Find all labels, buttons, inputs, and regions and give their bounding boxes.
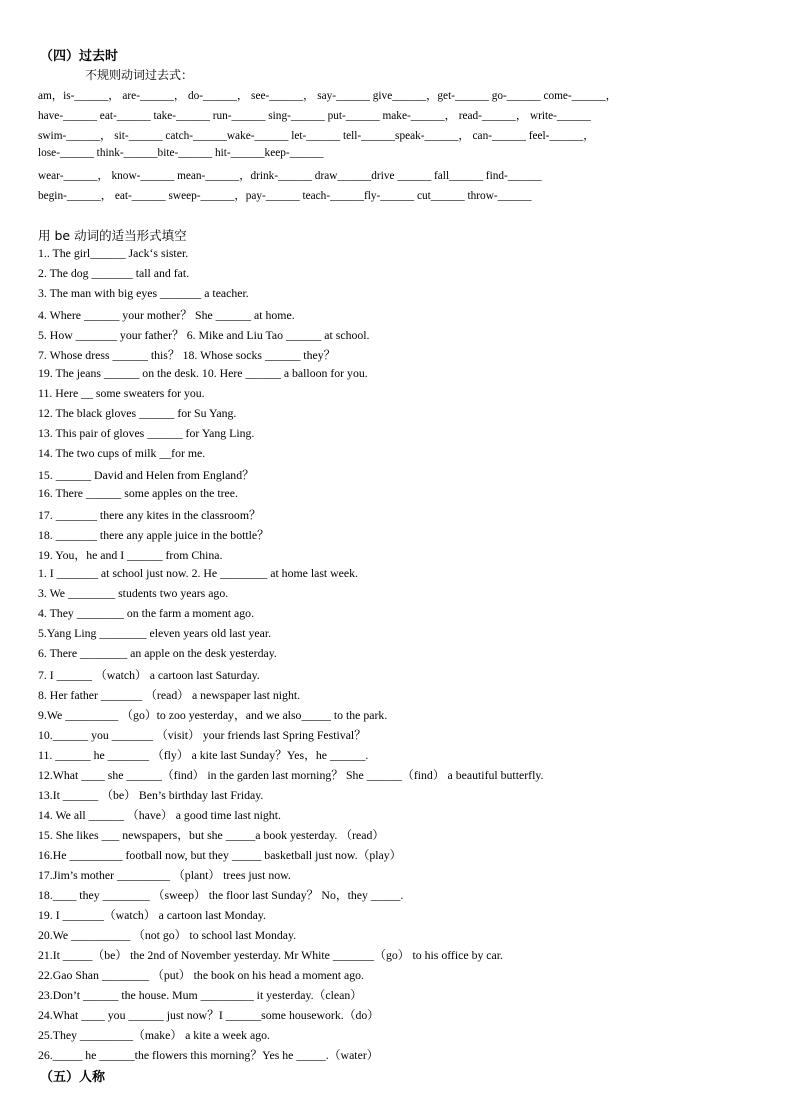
exercise-line: 7. I ______ （watch） a cartoon last Saturday. <box>38 668 260 682</box>
exercise-line: 18. _______ there any apple juice in the bottle？ <box>38 528 269 542</box>
exercise-line: 2. The dog _______ tall and fat. <box>38 266 190 280</box>
exercise-line: 24.What ____ you ______ just now？I ______some housework.（do） <box>38 1008 380 1022</box>
exercise-line: 25.They _________（make） a kite a week ago. <box>38 1028 270 1042</box>
exercise-line: 1.. The girl______ Jack‘s sister. <box>38 246 189 260</box>
exercise-line: 7. Whose dress ______ this？ 18. Whose socks ______ they？ <box>38 348 336 362</box>
exercise-line: 19. The jeans ______ on the desk. 10. Here ______ a balloon for you. <box>38 366 368 380</box>
exercise-line: 9.We _________ （go）to zoo yesterday，and we also_____ to the park. <box>38 708 388 722</box>
exercise-line: 13. This pair of gloves ______ for Yang Ling. <box>38 426 255 440</box>
exercise-line: 10.______ you _______ （visit） your friends last Spring Festival？ <box>38 728 367 742</box>
exercise-line: 19. I _______（watch） a cartoon last Monday. <box>38 908 266 922</box>
verb-line: lose-______ think-______bite-______ hit-______keep-______ <box>38 147 324 159</box>
exercise-line: 11. ______ he _______ （fly） a kite last Sunday？Yes，he ______. <box>38 748 369 762</box>
exercise-line: 5. How _______ your father？ 6. Mike and Liu Tao ______ at school. <box>38 328 370 342</box>
exercise-line: 1. I _______ at school just now. 2. He ________ at home last week. <box>38 566 358 580</box>
exercise-line: 17. _______ there any kites in the classroom？ <box>38 508 261 522</box>
exercise-line: 4. Where ______ your mother？ She ______ at home. <box>38 308 295 322</box>
exercise-line: 8. Her father _______ （read） a newspaper last night. <box>38 688 301 702</box>
exercise-line: 17.Jim’s mother _________ （plant） trees just now. <box>38 868 291 882</box>
exercise-line: 14. We all ______ （have） a good time last night. <box>38 808 281 822</box>
exercise-line: 12. The black gloves ______ for Su Yang. <box>38 406 237 420</box>
verb-line: have-______ eat-______ take-______ run-______ sing-______ put-______ make-______， read-______， write-______ <box>38 110 591 122</box>
verb-line: swim-______， sit-______ catch-______wake-______ let-______ tell-______speak-______， can-______ feel-______， <box>38 130 595 142</box>
section-heading-past-tense: （四）过去时 <box>40 49 119 64</box>
exercise-line: 13.It ______ （be） Ben’s birthday last Friday. <box>38 788 264 802</box>
verb-line: wear-______， know-______ mean-______，drink-______ draw______drive ______ fall______ find-______ <box>38 170 542 182</box>
exercise-line: 12.What ____ she ______（find） in the garden last morning？ She ______（find） a beautiful butterfly. <box>38 768 544 782</box>
exercise-line: 21.It _____（be） the 2nd of November yesterday. Mr White _______（go） to his office by car. <box>38 948 504 962</box>
be-verb-section-title: 用 be 动词的适当形式填空 <box>38 228 187 243</box>
exercise-line: 3. We ________ students two years ago. <box>38 586 229 600</box>
exercise-line: 16.He _________ football now, but they _____ basketball just now.（play） <box>38 848 402 862</box>
exercise-line: 23.Don’t ______ the house. Mum _________ it yesterday.（clean） <box>38 988 363 1002</box>
irregular-verbs-subheading: 不规则动词过去式： <box>85 68 194 82</box>
exercise-line: 20.We __________ （not go） to school last Monday. <box>38 928 297 942</box>
exercise-line: 14. The two cups of milk __for me. <box>38 446 206 460</box>
exercise-line: 15. She likes ___ newspapers，but she _____a book yesterday. （read） <box>38 828 385 842</box>
exercise-line: 18.____ they ________ （sweep） the floor last Sunday？ No，they _____. <box>38 888 404 902</box>
exercise-line: 4. They ________ on the farm a moment ago. <box>38 606 255 620</box>
exercise-line: 19. You，he and I ______ from China. <box>38 548 223 562</box>
exercise-line: 15. ______ David and Helen from England？ <box>38 468 254 482</box>
exercise-line: 11. Here __ some sweaters for you. <box>38 386 205 400</box>
exercise-line: 16. There ______ some apples on the tree. <box>38 486 238 500</box>
exercise-line: 3. The man with big eyes _______ a teacher. <box>38 286 249 300</box>
verb-line: begin-______， eat-______ sweep-______，pay-______ teach-______fly-______ cut______ throw-______ <box>38 190 532 202</box>
exercise-line: 5.Yang Ling ________ eleven years old last year. <box>38 626 272 640</box>
section-heading-person: （五）人称 <box>40 1070 106 1085</box>
exercise-line: 6. There ________ an apple on the desk yesterday. <box>38 646 277 660</box>
exercise-line: 22.Gao Shan ________ （put） the book on his head a moment ago. <box>38 968 365 982</box>
verb-line: am，is-______， are-______， do-______， see-______， say-______ give______，get-______ go-______ come-______， <box>38 90 617 102</box>
exercise-line: 26._____ he ______the flowers this morning？Yes he _____.（water） <box>38 1048 379 1062</box>
